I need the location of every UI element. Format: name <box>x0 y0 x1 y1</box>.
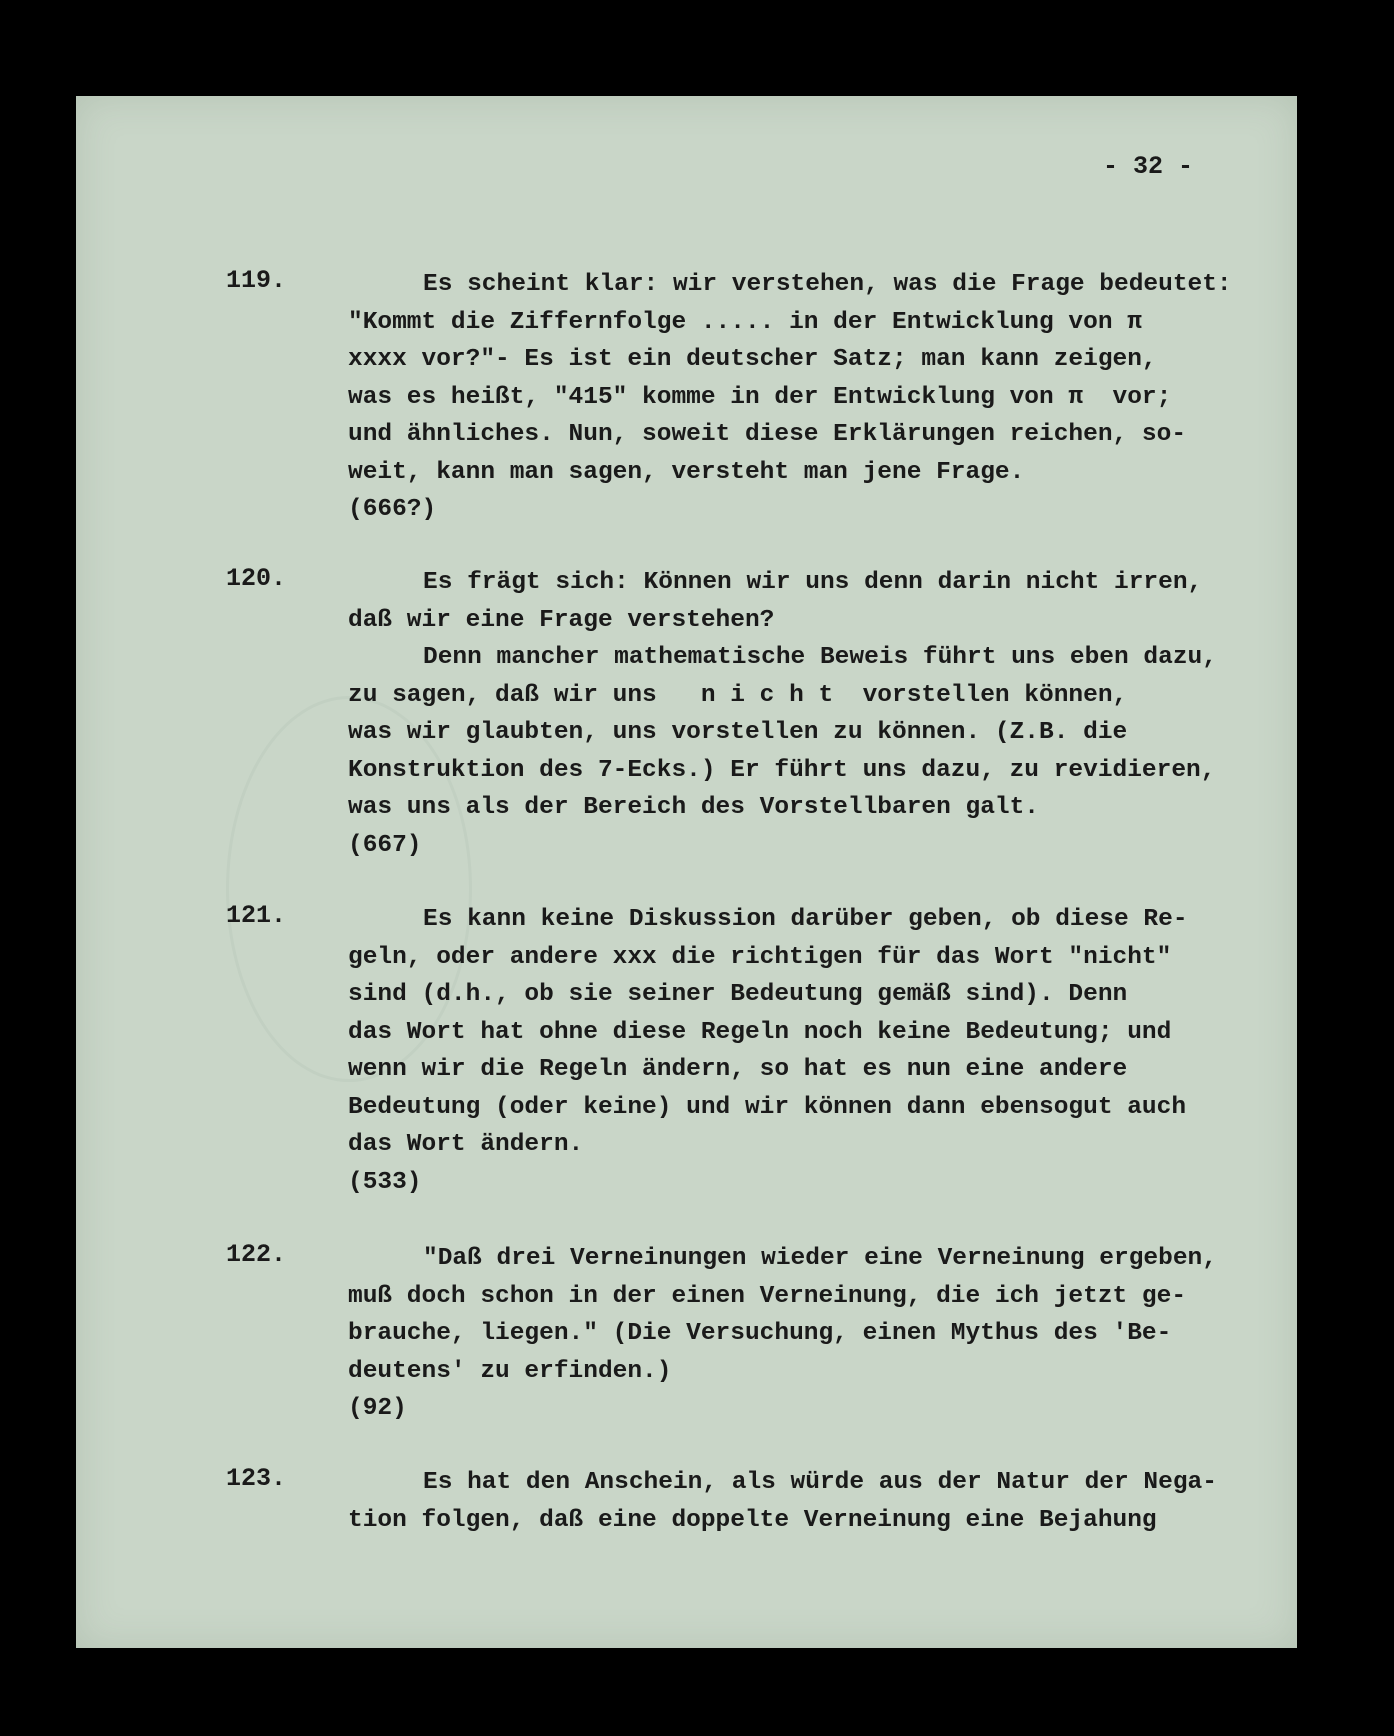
remark-number: 119. <box>226 266 287 295</box>
remark-text <box>348 564 1248 864</box>
text-line: "Daß drei Verneinungen wieder eine Verneinung ergeben, <box>423 1245 1217 1272</box>
text-line: geln, oder andere xxx die richtigen für das Wort "nicht" <box>348 943 1172 971</box>
remark-text <box>348 266 1248 529</box>
text-line: weit, kann man sagen, versteht man jene Frage. <box>348 458 1025 486</box>
text-line: Konstruktion des 7-Ecks.) Er führt uns dazu, zu revidieren, <box>348 756 1216 784</box>
text-line: was wir glaubten, uns vorstellen zu können. (Z.B. die <box>348 719 1128 746</box>
text-line: brauche, liegen." (Die Versuchung, einen Mythus des 'Be- <box>348 1320 1172 1347</box>
text-line: zu sagen, daß wir uns n i c h t vorstellen können, <box>348 681 1128 709</box>
text-line: was uns als der Bereich des Vorstellbaren galt. <box>348 794 1040 821</box>
cross-reference: (92) <box>348 1395 407 1422</box>
text-line: das Wort ändern. <box>348 1131 584 1158</box>
remark-text <box>348 1240 1248 1428</box>
remark-number: 123. <box>226 1464 287 1493</box>
text-line: sind (d.h., ob sie seiner Bedeutung gemäß sind). Denn <box>348 981 1128 1008</box>
typescript-page <box>76 96 1297 1648</box>
text-line: Es scheint klar: wir verstehen, was die Frage bedeutet: <box>423 271 1232 298</box>
text-line: wenn wir die Regeln ändern, so hat es nun eine andere <box>348 1056 1128 1083</box>
remark-text <box>348 901 1248 1201</box>
text-line: und ähnliches. Nun, soweit diese Erklärungen reichen, so- <box>348 421 1187 448</box>
remark-number: 122. <box>226 1240 287 1269</box>
text-line: muß doch schon in der einen Verneinung, die ich jetzt ge- <box>348 1282 1187 1310</box>
text-line: Es frägt sich: Können wir uns denn darin nicht irren, <box>423 569 1203 596</box>
remark-number: 120. <box>226 564 287 593</box>
page-number: - 32 - <box>1102 152 1193 181</box>
text-line: "Kommt die Ziffernfolge ..... in der Entwicklung von π <box>348 308 1142 336</box>
cross-reference: (533) <box>348 1168 422 1196</box>
text-line: Denn mancher mathematische Beweis führt uns eben dazu, <box>423 644 1217 671</box>
text-line: was es heißt, "415" komme in der Entwicklung von π vor; <box>348 383 1172 411</box>
text-line: Es kann keine Diskussion darüber geben, ob diese Re- <box>423 906 1188 933</box>
remark-number: 121. <box>226 901 287 930</box>
text-line: das Wort hat ohne diese Regeln noch keine Bedeutung; und <box>348 1018 1172 1046</box>
text-line: deutens' zu erfinden.) <box>348 1357 672 1385</box>
cross-reference: (667) <box>348 831 422 859</box>
cross-reference: (666?) <box>348 496 437 523</box>
text-line: Bedeutung (oder keine) und wir können dann ebensogut auch <box>348 1093 1187 1121</box>
text-line: xxxx vor?"- Es ist ein deutscher Satz; man kann zeigen, <box>348 346 1157 373</box>
remark-text <box>348 1464 1248 1539</box>
text-line: daß wir eine Frage verstehen? <box>348 606 775 634</box>
text-line: Es hat den Anschein, als würde aus der Natur der Nega- <box>423 1469 1217 1496</box>
text-line: tion folgen, daß eine doppelte Verneinung eine Bejahung <box>348 1506 1157 1534</box>
